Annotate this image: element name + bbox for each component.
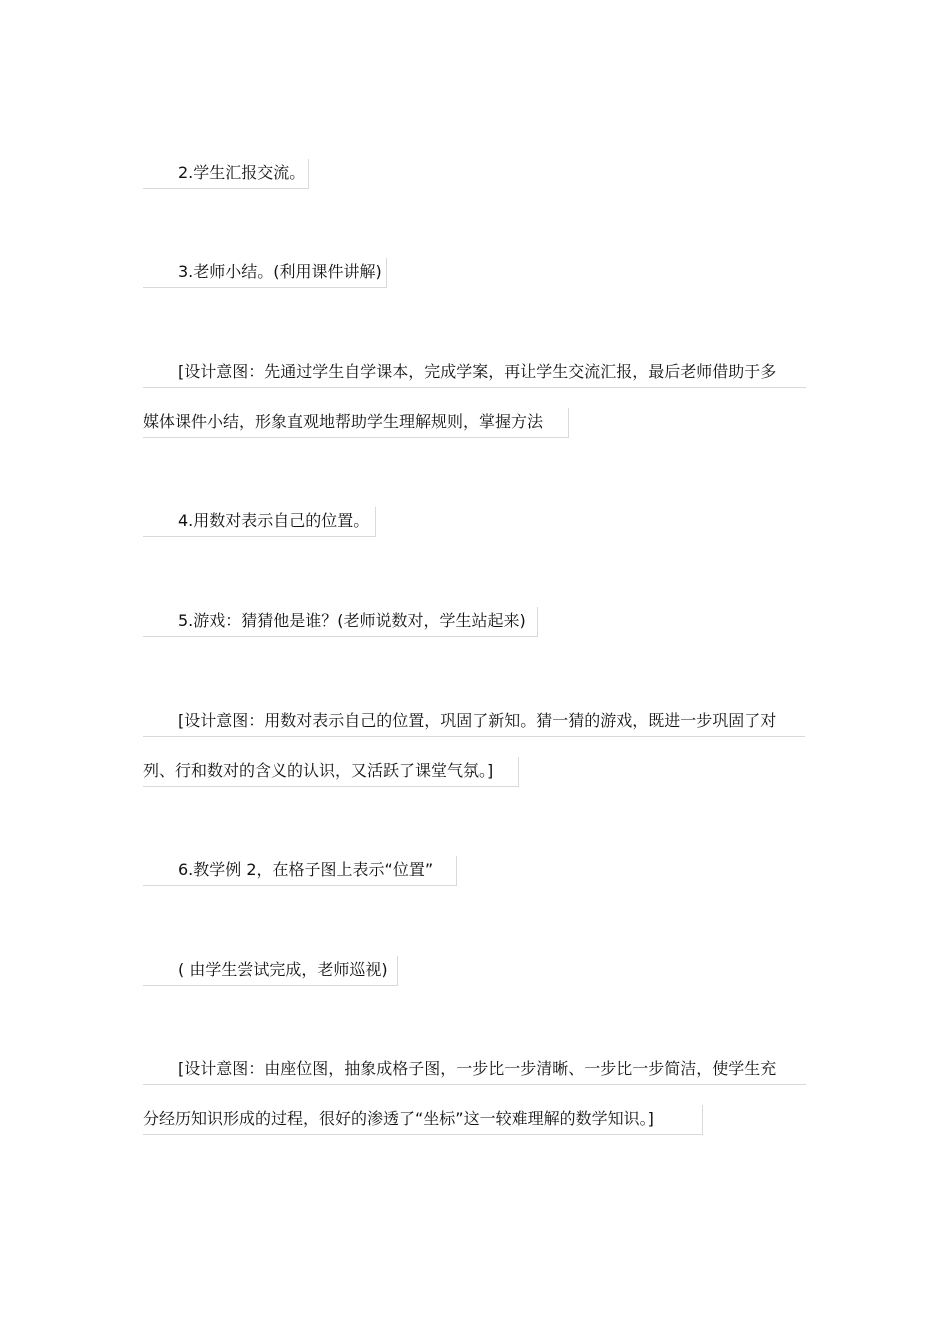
paragraph-design-intent-3 [143, 1055, 806, 1135]
text-line: 2.学生汇报交流。 [143, 159, 309, 189]
text-line: [设计意图：先通过学生自学课本，完成学案，再让学生交流汇报，最后老师借助于多 [143, 358, 806, 388]
paragraph-guess-game [143, 607, 538, 637]
text-line: 3.老师小结。(利用课件讲解) [143, 258, 387, 288]
paragraph-own-position [143, 507, 376, 537]
text-line: 5.游戏：猜猜他是谁？(老师说数对，学生站起来) [143, 607, 538, 637]
text-line: 媒体课件小结，形象直观地帮助学生理解规则，掌握方法 [143, 408, 569, 438]
text-line: [设计意图：由座位图，抽象成格子图，一步比一步清晰、一步比一步简洁，使学生充 [143, 1055, 806, 1085]
text-line: 列、行和数对的含义的认识，又活跃了课堂气氛。] [143, 757, 519, 787]
text-line: [设计意图：用数对表示自己的位置，巩固了新知。猜一猜的游戏，既进一步巩固了对 [143, 707, 805, 737]
paragraph-student-report [143, 159, 309, 189]
paragraph-design-intent-1 [143, 358, 806, 438]
text-line: ( 由学生尝试完成，老师巡视) [143, 956, 398, 986]
paragraph-teacher-summary [143, 258, 387, 288]
text-line: 分经历知识形成的过程，很好的渗透了“坐标”这一较难理解的数学知识。] [143, 1105, 703, 1135]
paragraph-design-intent-2 [143, 707, 805, 787]
paragraph-example-2 [143, 856, 457, 886]
text-line: 4.用数对表示自己的位置。 [143, 507, 376, 537]
paragraph-student-attempt [143, 956, 398, 986]
text-line: 6.教学例 2，在格子图上表示“位置” [143, 856, 457, 886]
